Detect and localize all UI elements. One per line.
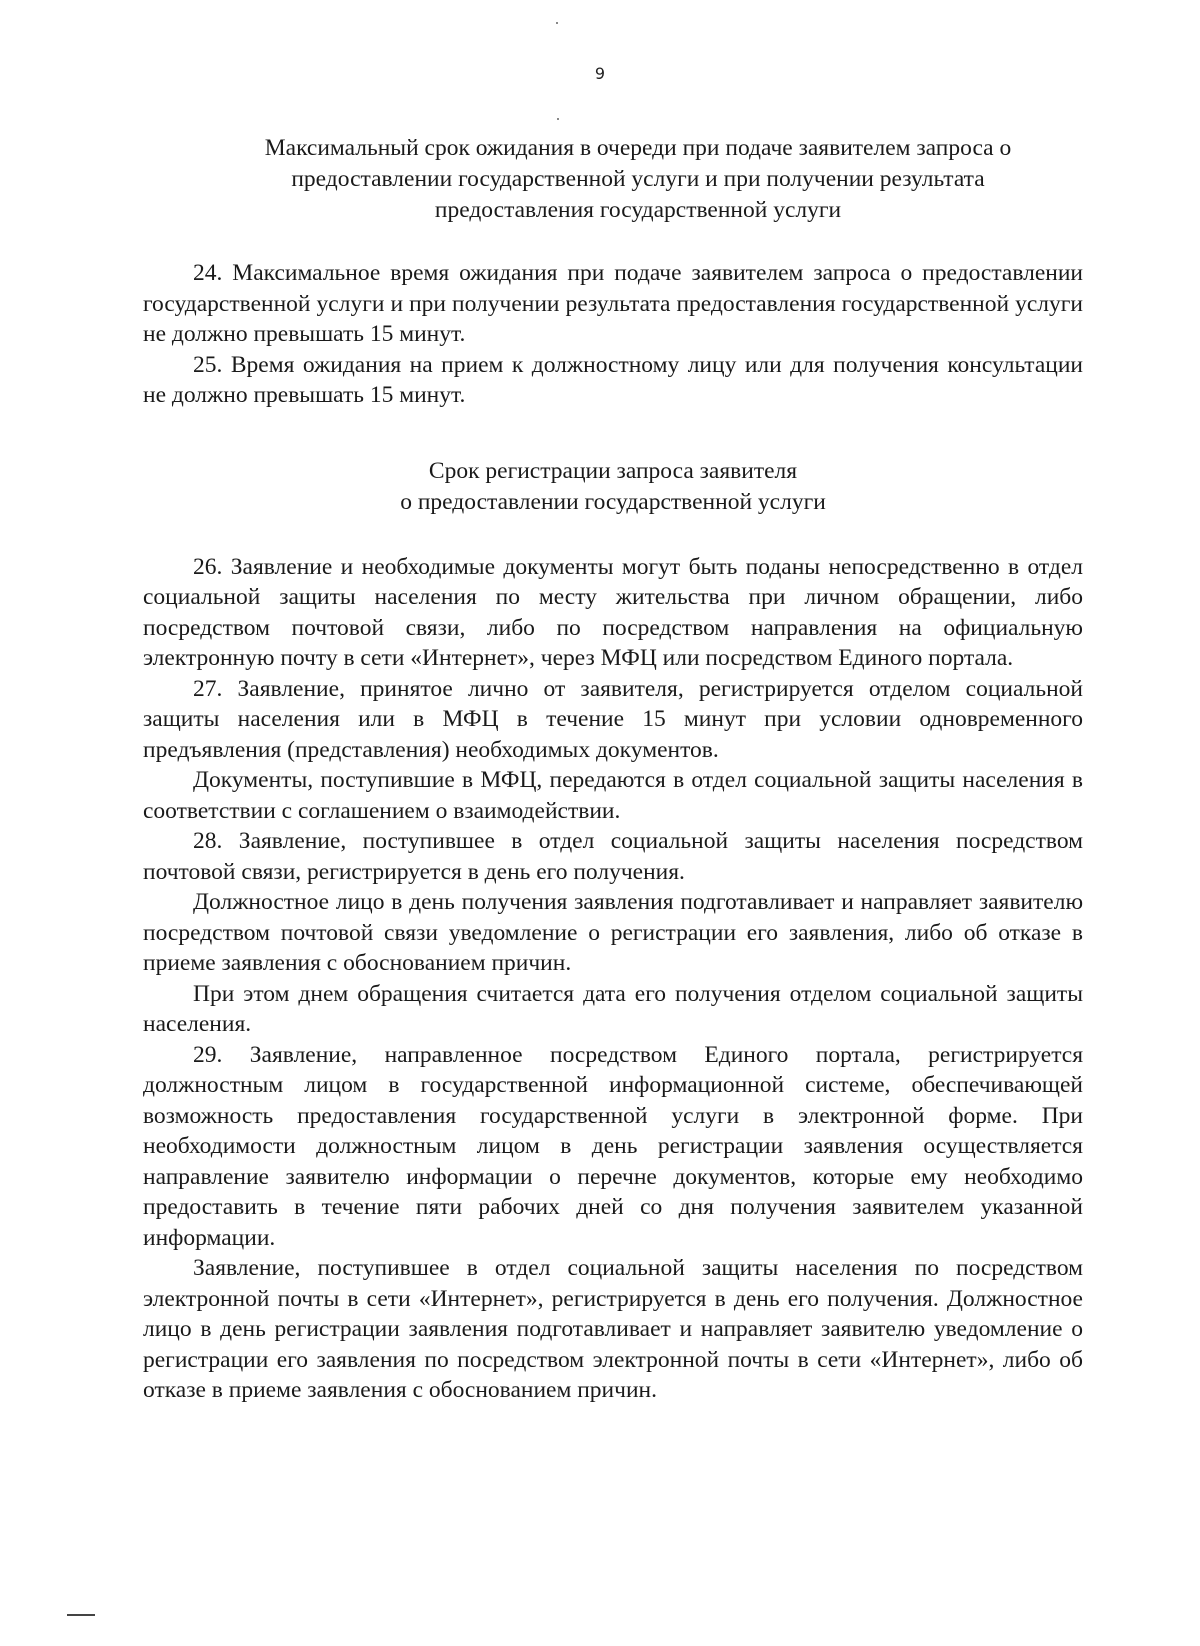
scan-artifact-dot bbox=[557, 118, 559, 120]
page-number: 9 bbox=[594, 64, 606, 83]
paragraph-27-mfc: Документы, поступившие в МФЦ, передаются в отдел социальной защиты населения в соответствии с соглашением о взаимодействии. bbox=[143, 767, 1083, 824]
section-heading-registration-term bbox=[143, 456, 1083, 518]
document-body bbox=[143, 133, 1083, 1406]
paragraph-24: 24. Максимальное время ожидания при подаче заявителем запроса о предоставлении государственной услуги и при получении результата предоставления государственной услуги не должно превышать 15 минут. bbox=[143, 260, 1083, 347]
paragraph-25: 25. Время ожидания на прием к должностному лицу или для получения консультации не должно превышать 15 минут. bbox=[143, 351, 1083, 408]
heading-line: Максимальный срок ожидания в очереди при подаче заявителем запроса о bbox=[264, 135, 1012, 161]
heading-line: предоставлении государственной услуги и при получении результата bbox=[291, 166, 985, 192]
scan-artifact-mark bbox=[67, 1614, 95, 1616]
heading-line: о предоставлении государственной услуги bbox=[400, 488, 826, 515]
paragraph-28: 28. Заявление, поступившее в отдел социальной защиты населения посредством почтовой связи, регистрируется в день его получения. bbox=[143, 828, 1083, 885]
paragraph-27: 27. Заявление, принятое лично от заявителя, регистрируется отделом социальной защиты населения или в МФЦ в течение 15 минут при условии одновременного предъявления (представления) необходимых документов. bbox=[143, 675, 1083, 763]
heading-line: Срок регистрации запроса заявителя bbox=[428, 457, 798, 484]
paragraph-29-email: Заявление, поступившее в отдел социальной защиты населения по посредством электронной почты в сети «Интернет», регистрируется в день его получения. Должностное лицо в день регистрации заявления подготавливает и направляет заявителю уведомление о регистрации его заявления по посредством электронной почты в сети «Интернет», либо об отказе в приеме заявления с обоснованием причин. bbox=[143, 1255, 1083, 1403]
paragraph-26: 26. Заявление и необходимые документы могут быть поданы непосредственно в отдел социальной защиты населения по месту жительства при личном обращении, либо посредством почтовой связи, либо по посредством направления на официальную электронную почту в сети «Интернет», через МФЦ или посредством Единого портала. bbox=[143, 553, 1083, 671]
heading-line: предоставления государственной услуги bbox=[434, 197, 842, 223]
paragraph-28-notice: Должностное лицо в день получения заявления подготавливает и направляет заявителю посредством почтовой связи уведомление о регистрации его заявления, либо об отказе в приеме заявления с обоснованием причин. bbox=[143, 889, 1083, 976]
scan-artifact-dot bbox=[556, 22, 558, 24]
paragraph-28-date: При этом днем обращения считается дата его получения отделом социальной защиты населения. bbox=[143, 980, 1083, 1037]
paragraph-29: 29. Заявление, направленное посредством Единого портала, регистрируется должностным лицом в государственной информационной системе, обеспечивающей возможность предоставления государственной услуги в электронной форме. При необходимости должностным лицом в день регистрации заявления осуществляется направление заявителю информации о перечне документов, которые ему необходимо предоставить в течение пяти рабочих дней со дня получения заявителем указанной информации. bbox=[143, 1041, 1083, 1251]
section-heading-queue-wait-time bbox=[183, 133, 1093, 226]
